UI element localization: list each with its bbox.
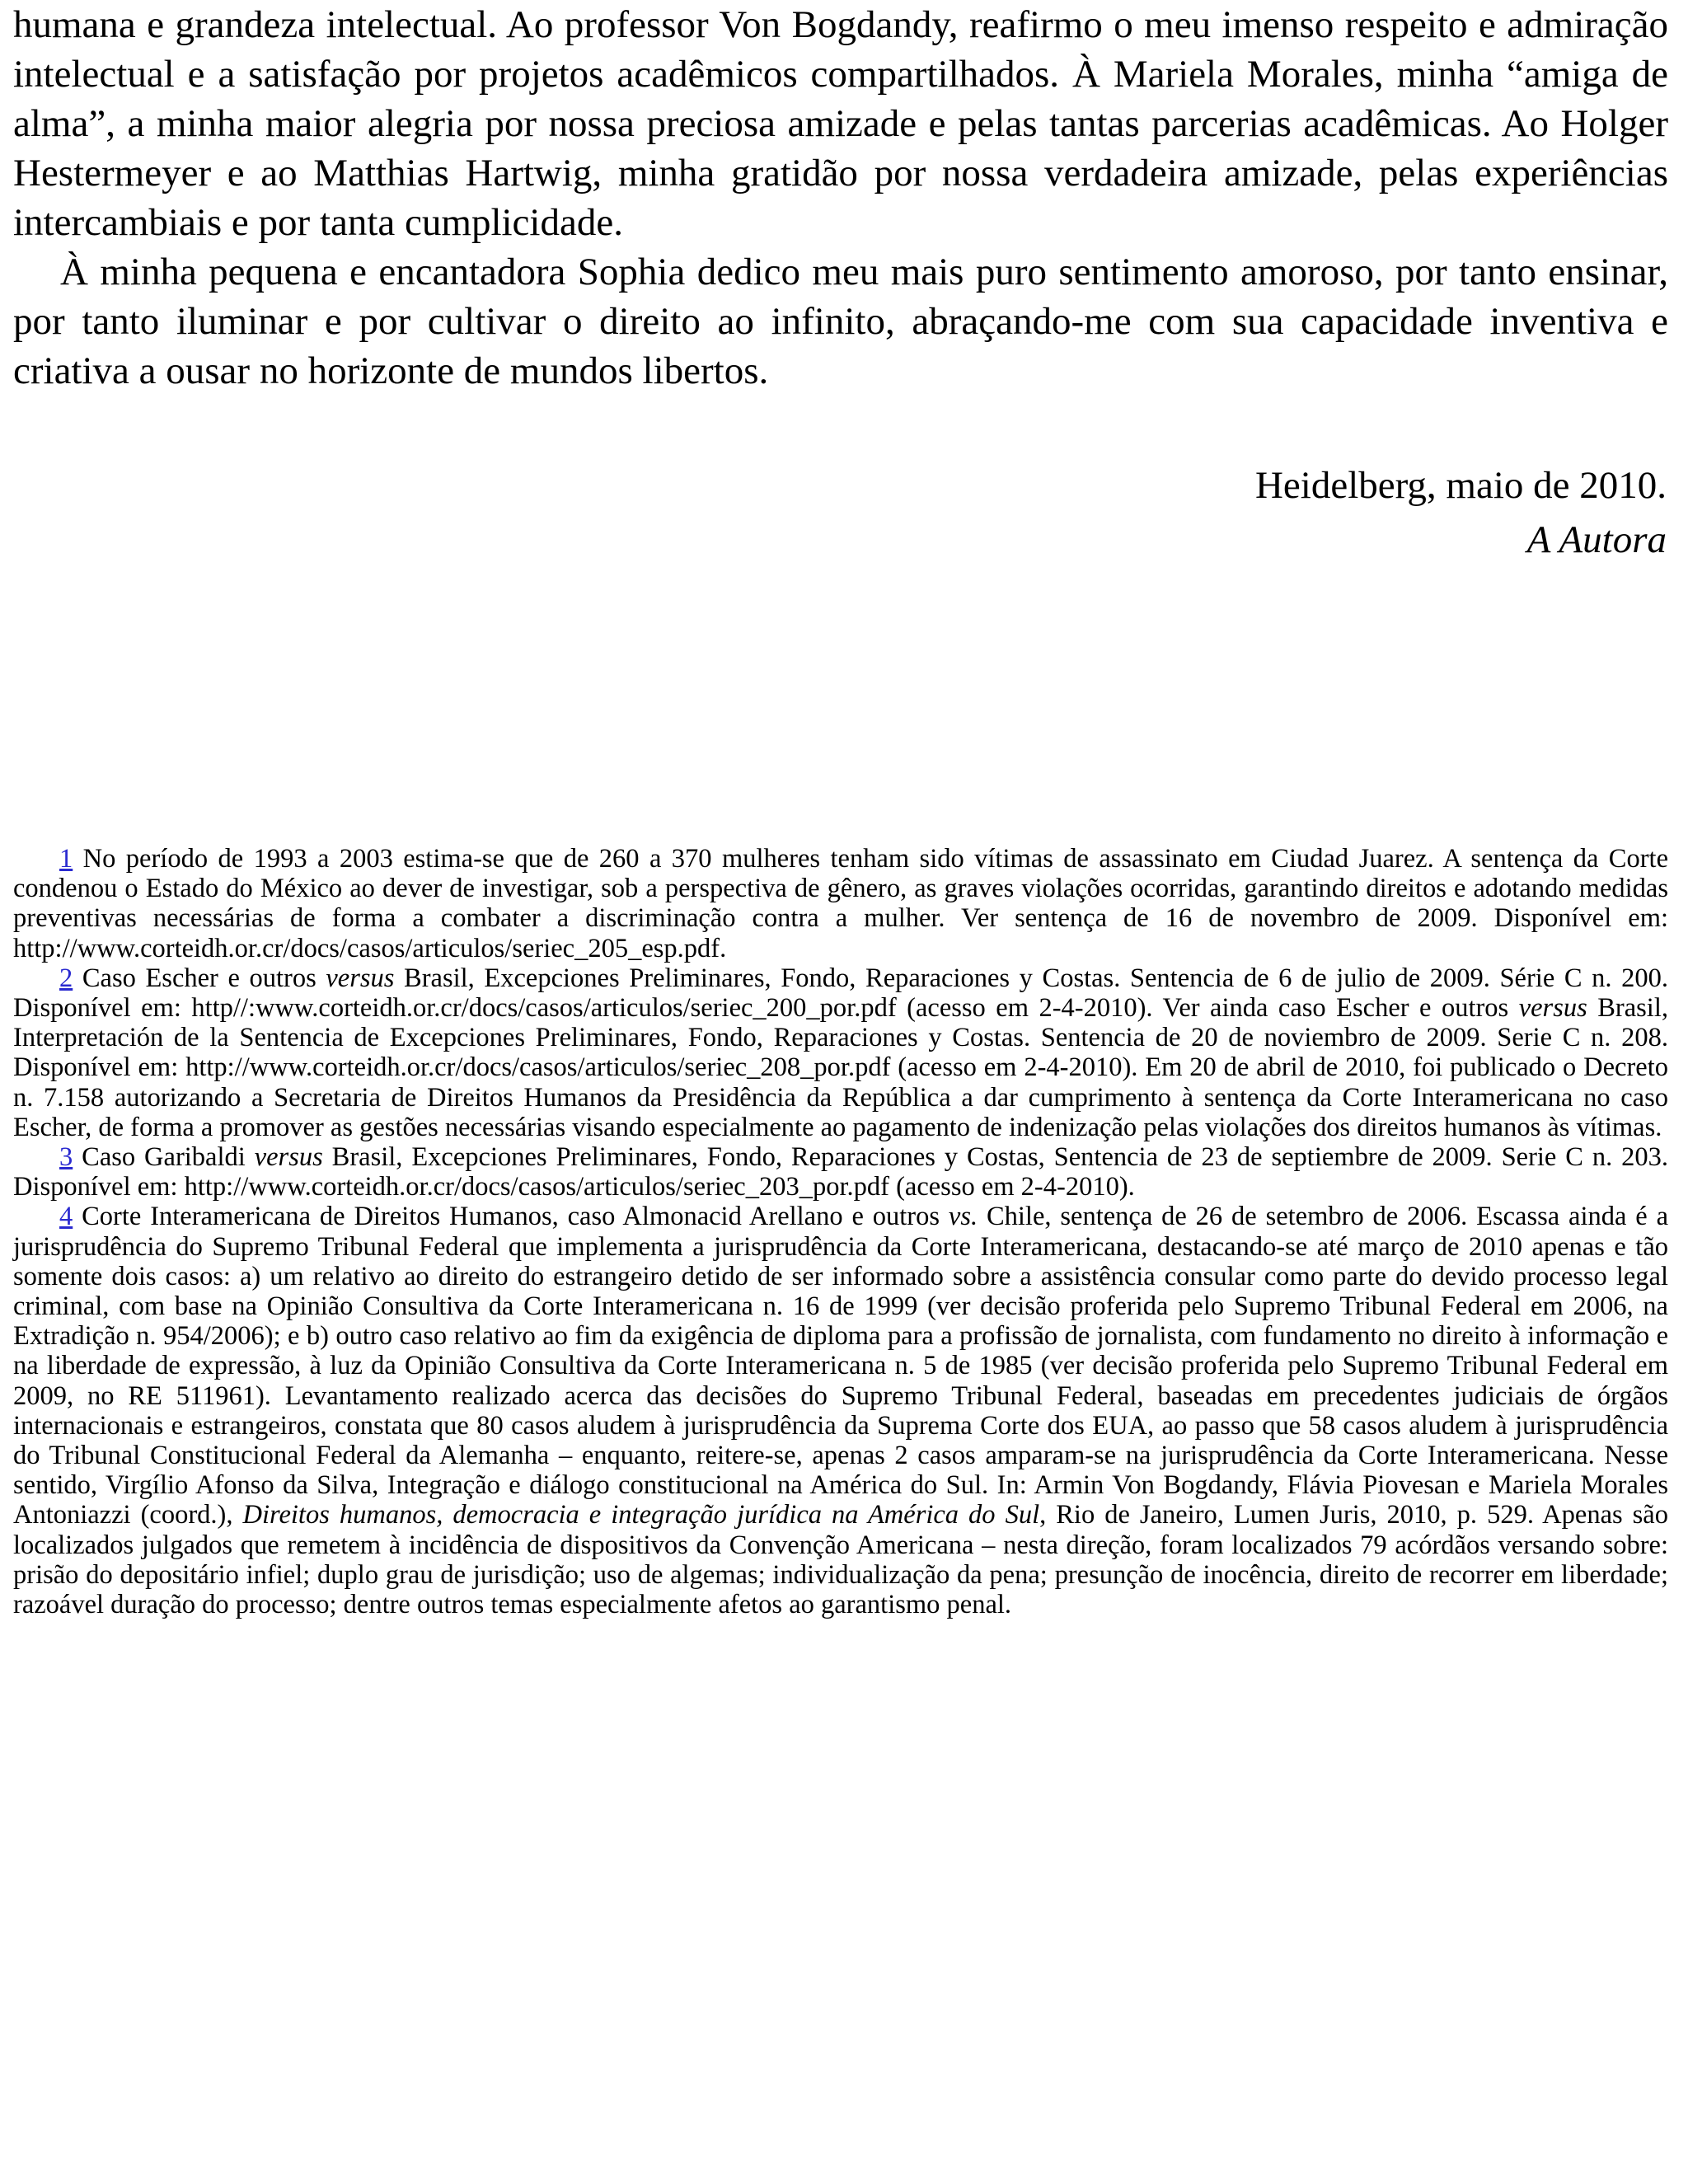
footnote-1 (13, 844, 1668, 963)
footnote-4-text-e: , Rio de Janeiro, Lumen Juris, 2010, p. 529. Apenas são localizados julgados que remetem à incidência de dispositivos da Convenção Americana – nesta direção, foram localizados 79 acórdãos versando sobre: prisão do depositário infiel; duplo grau de jurisdição; uso de algemas; individualização da pena; presunção de inocência, direito de recorrer em liberdade; razoável duração do processo; dentre outros temas especialmente afetos ao garantismo penal. (13, 1500, 1668, 1620)
footnote-3 (13, 1142, 1668, 1202)
footnote-2-text-d: versus (1518, 993, 1587, 1024)
footnote-3-link[interactable]: 3 (59, 1142, 73, 1173)
footnote-3-text-a: Caso Garibaldi (73, 1142, 255, 1173)
footnote-4 (13, 1202, 1668, 1619)
footnote-2 (13, 963, 1668, 1142)
footnote-2-text-e: Brasil, Interpretación de la Sentencia de Excepciones Preliminares, Fondo, Reparaciones y Costas. Sentencia de 20 de noviembro de 2009. Serie C n. 208. Disponível em: http://www.corteidh.or.cr/docs/casos/articulos/seriec_208_por.pdf (acesso em 2-4-2010). Em 20 de abril de 2010, foi publicado o Decreto n. 7.158 autorizando a Secretaria de Direitos Humanos da Presidência da República a dar cumprimento à sentença da Corte Interamericana no caso Escher, de forma a promover as gestões necessárias visando especialmente ao pagamento de indenização pelas violações dos direitos humanos às vítimas. (13, 993, 1668, 1142)
footnote-2-text-c: Brasil, Excepciones Preliminares, Fondo, Reparaciones y Costas. Sentencia de 6 de julio de 2009. Série C n. 200. Disponível em: http//:www.corteidh.or.cr/docs/casos/articulos/seriec_200_por.pdf (acesso em 2-4-2010). Ver ainda caso Escher e outros (13, 963, 1668, 1024)
footnote-3-text-c: Brasil, Excepciones Preliminares, Fondo, Reparaciones y Costas, Sentencia de 23 de septiembre de 2009. Serie C n. 203. Disponível em: http://www.corteidh.or.cr/docs/casos/articulos/seriec_203_por.pdf (acesso em 2-4-2010). (13, 1142, 1668, 1202)
body-paragraph-1: humana e grandeza intelectual. Ao professor Von Bogdandy, reafirmo o meu imenso respeito e admiração intelectual e a satisfação por projetos acadêmicos compartilhados. À Mariela Morales, minha “amiga de alma”, a minha maior alegria por nossa preciosa amizade e pelas tantas parcerias acadêmicas. Ao Holger Hestermeyer e ao Matthias Hartwig, minha gratidão por nossa verdadeira amizade, pelas experiências intercambiais e por tanta cumplicidade. (13, 3, 1668, 244)
footnote-4-link[interactable]: 4 (59, 1202, 73, 1232)
footnote-2-text-a: Caso Escher e outros (73, 963, 326, 993)
footnote-4-text-a: Corte Interamericana de Direitos Humanos, caso Almonacid Arellano e outros (73, 1202, 949, 1232)
footnote-4-text-b: vs. (948, 1202, 978, 1232)
body-paragraph-2: À minha pequena e encantadora Sophia dedico meu mais puro sentimento amoroso, por tanto ensinar, por tanto iluminar e por cultivar o direito ao infinito, abraçando-me com sua capacidade inventiva e criativa a ousar no horizonte de mundos libertos. (13, 251, 1668, 392)
footnote-3-text-b: versus (254, 1142, 323, 1173)
page-body (13, 0, 1668, 396)
signature-block (1255, 458, 1667, 567)
footnote-2-link[interactable]: 2 (59, 963, 73, 993)
signature-author: A Autora (1526, 518, 1667, 561)
footnotes-section (13, 844, 1668, 1619)
footnote-4-text-c: Chile, sentença de 26 de setembro de 2006. Escassa ainda é a jurisprudência do Supremo Tribunal Federal que implementa a jurisprudência da Corte Interamericana, destacando-se até março de 2010 apenas e tão somente dois casos: a) um relativo ao direito do estrangeiro detido de ser informado sobre a assistência consular como parte do devido processo legal criminal, com base na Opinião Consultiva da Corte Interamericana n. 16 de 1999 (ver decisão proferida pelo Supremo Tribunal Federal em 2006, na Extradição n. 954/2006); e b) outro caso relativo ao fim da exigência de diploma para a profissão de jornalista, com fundamento no direito à informação e na liberdade de expressão, à luz da Opinião Consultiva da Corte Interamericana n. 5 de 1985 (ver decisão proferida pelo Supremo Tribunal Federal em 2009, no RE 511961). Levantamento realizado acerca das decisões do Supremo Tribunal Federal, baseadas em precedentes judiciais de órgãos internacionais e estrangeiros, constata que 80 casos aludem à jurisprudência da Suprema Corte dos EUA, ao passo que 58 casos aludem à jurisprudência do Tribunal Constitucional Federal da Alemanha – enquanto, reitere-se, apenas 2 casos amparam-se na jurisprudência da Corte Interamericana. Nesse sentido, Virgílio Afonso da Silva, Integração e diálogo constitucional na América do Sul. In: Armin Von Bogdandy, Flávia Piovesan e Mariela Morales Antoniazzi (coord.), (13, 1202, 1668, 1530)
footnote-4-text-d: Direitos humanos, democracia e integração jurídica na América do Sul (242, 1500, 1040, 1530)
footnote-1-link[interactable]: 1 (59, 844, 73, 874)
footnote-1-text: No período de 1993 a 2003 estima-se que de 260 a 370 mulheres tenham sido vítimas de assassinato em Ciudad Juarez. A sentença da Corte condenou o Estado do México ao dever de investigar, sob a perspectiva de gênero, as graves violações ocorridas, garantindo direitos e adotando medidas preventivas necessárias de forma a combater a discriminação contra a mulher. Ver sentença de 16 de novembro de 2009. Disponível em: http://www.corteidh.or.cr/docs/casos/articulos/seriec_205_esp.pdf. (13, 844, 1668, 963)
footnote-2-text-b: versus (326, 963, 395, 993)
signature-place-date: Heidelberg, maio de 2010. (1254, 464, 1667, 507)
